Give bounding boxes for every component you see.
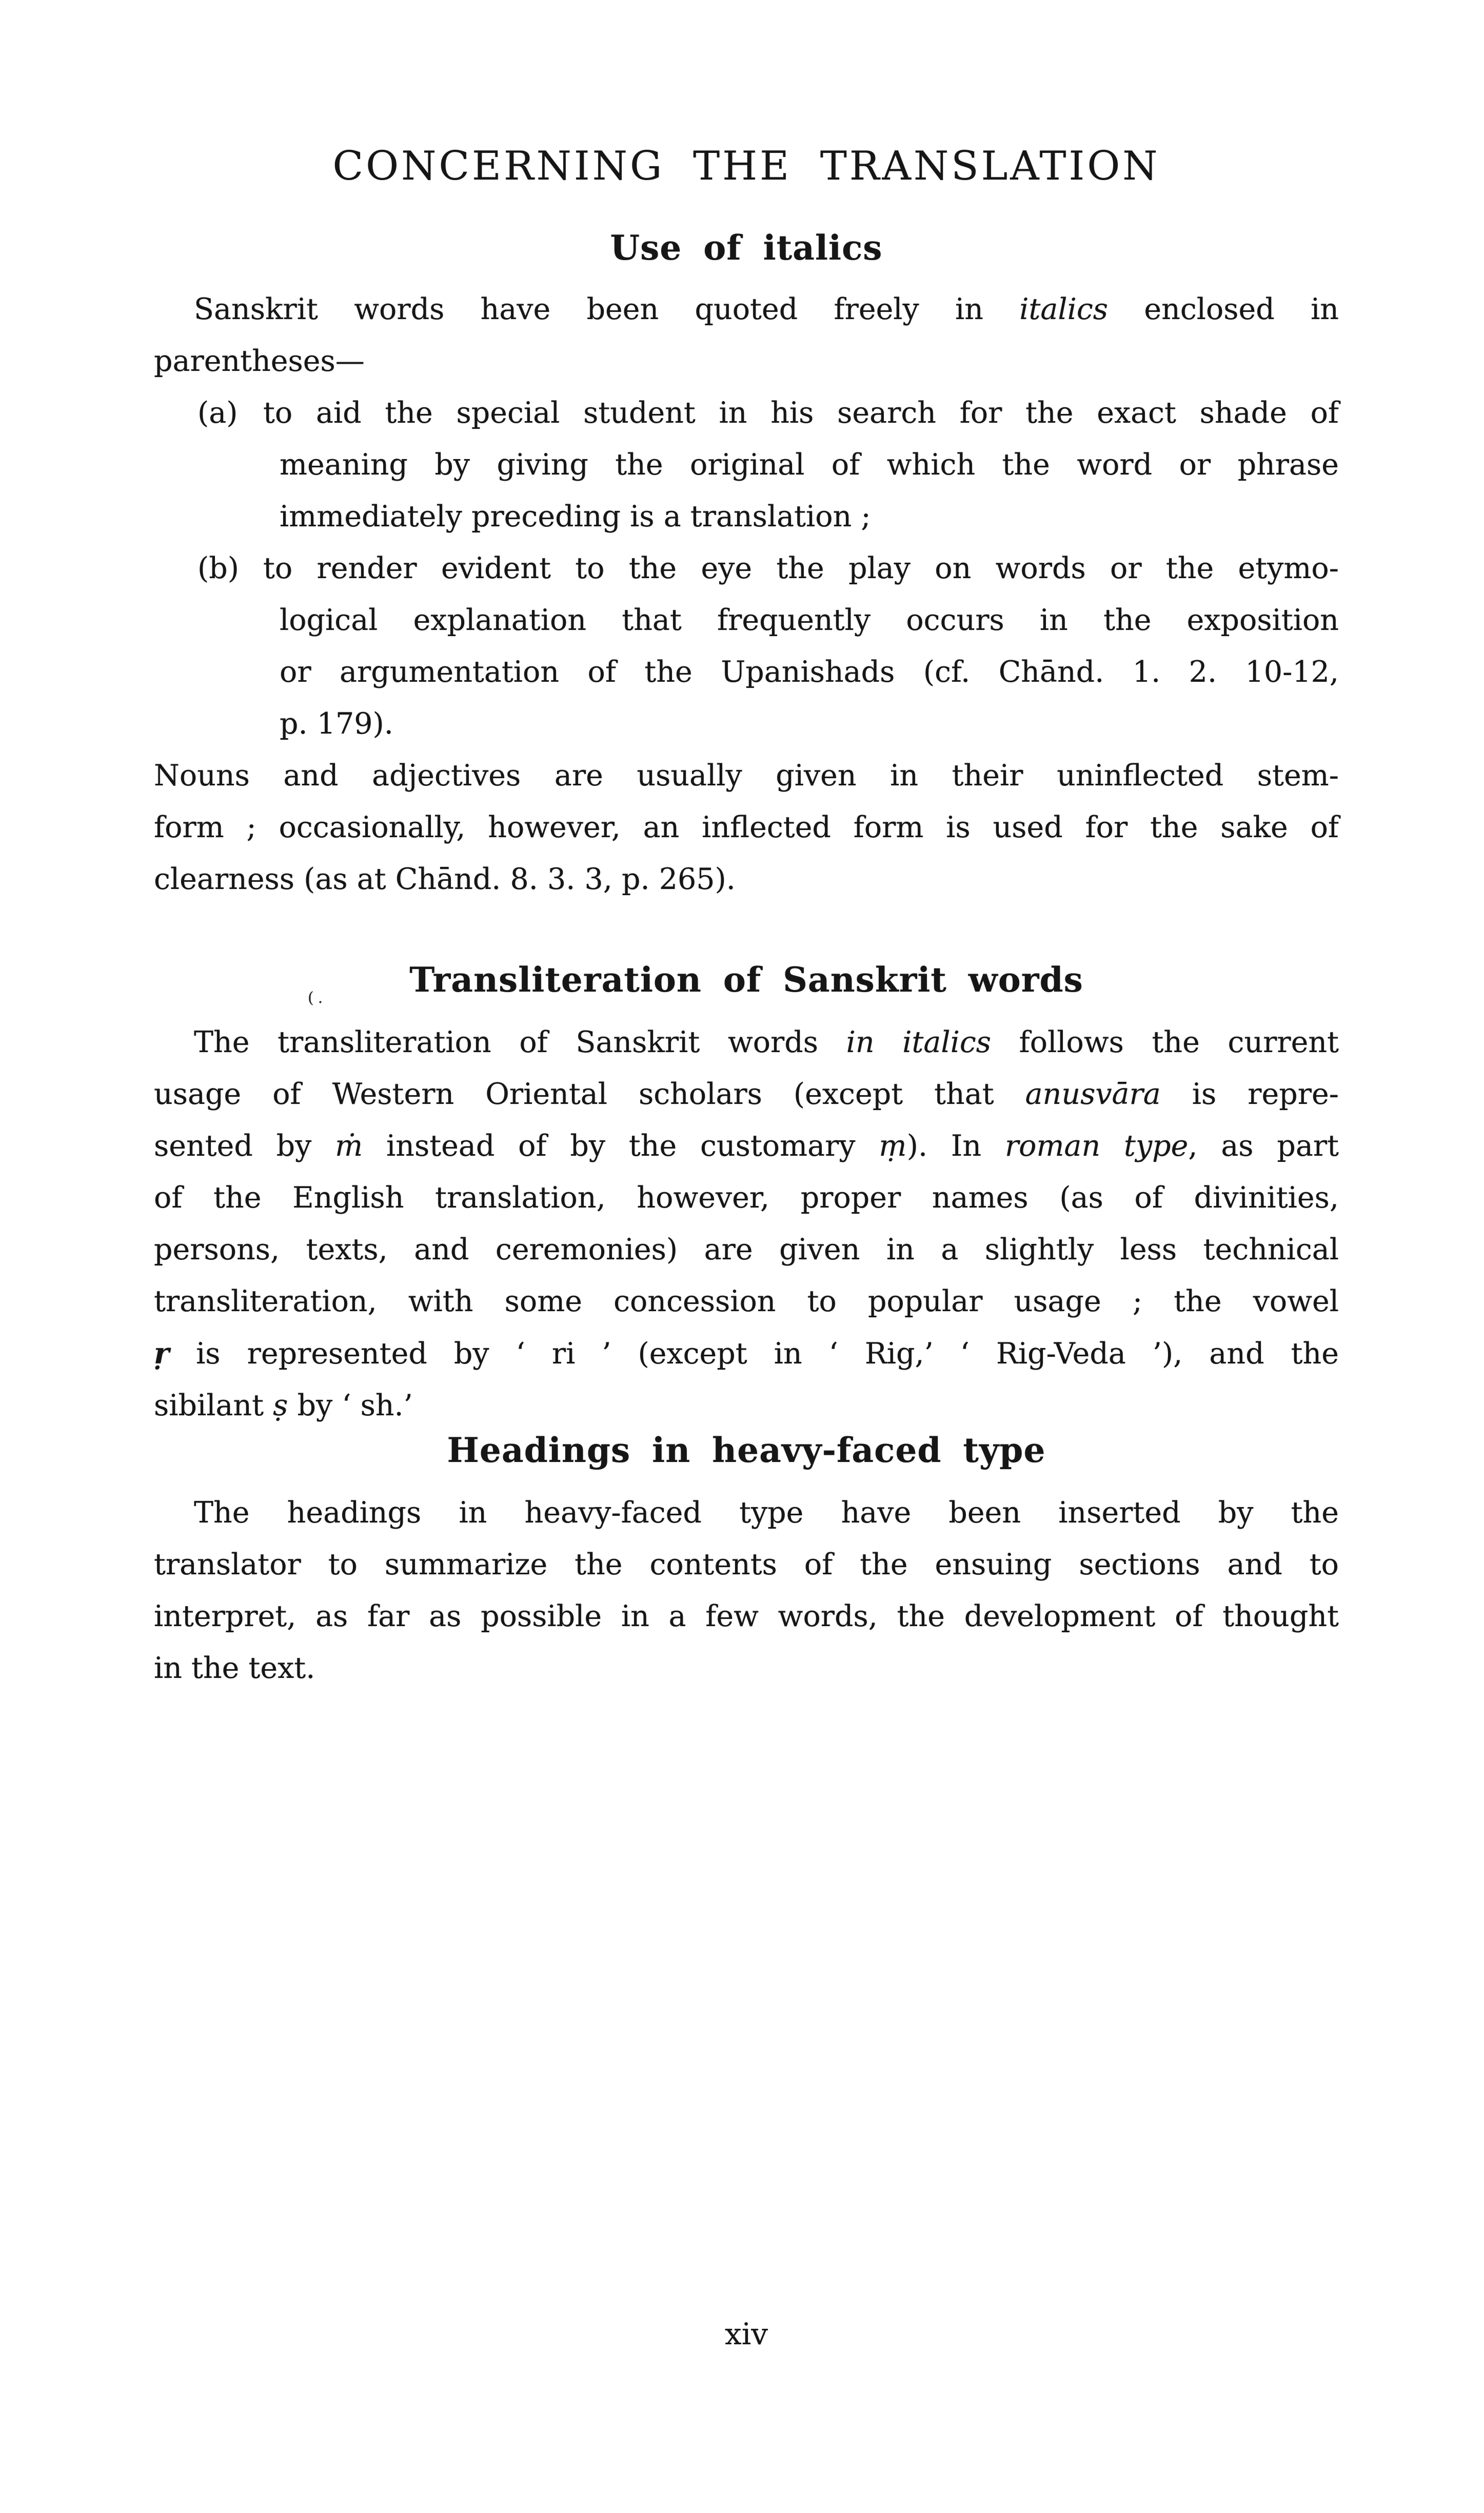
section-body: [154, 1017, 1339, 1432]
list-marker: (b): [197, 551, 239, 585]
text-segment: anusvāra: [1025, 1077, 1161, 1111]
heading-heavy-faced-type: Headings in heavy-faced type: [447, 1430, 1046, 1470]
text-segment: ). In: [906, 1129, 1005, 1163]
text-segment: in italics: [846, 1025, 992, 1059]
text-line: [154, 802, 1339, 854]
text-line: [154, 335, 1339, 387]
heading-transliteration: Transliteration of Sanskrit words: [409, 960, 1083, 1000]
text-segment: transliteration, with some concession to popular usage ; the vowel: [154, 1284, 1339, 1318]
text-segment: follows the current: [991, 1025, 1339, 1059]
section-use-of-italics: [154, 229, 1339, 905]
section-transliteration: [154, 961, 1339, 1432]
text-segment: logical explanation that frequently occurs in the exposition: [280, 603, 1339, 637]
heading-use-of-italics: Use of italics: [610, 228, 883, 268]
text-line: [154, 1487, 1339, 1539]
para-nouns-adjectives: [154, 750, 1339, 905]
section-body: [154, 1487, 1339, 1694]
text-segment: usage of Western Oriental scholars (except that: [154, 1077, 1025, 1111]
text-line: [154, 1591, 1339, 1643]
list-item-b: [154, 543, 1339, 750]
text-segment: Nouns and adjectives are usually given in their uninflected stem-: [154, 759, 1339, 793]
text-line: [154, 854, 1339, 905]
text-line: [154, 543, 1339, 595]
section-heavy-faced-type: [154, 1432, 1339, 1694]
text-segment: ṁ: [335, 1129, 363, 1163]
text-segment: translator to summarize the contents of the ensuing sections and to: [154, 1548, 1339, 1581]
text-segment: by ‘ sh.’: [288, 1389, 413, 1422]
list-marker: (a): [197, 396, 238, 430]
text-line: [154, 439, 1339, 491]
list-item-a: [154, 387, 1339, 543]
text-line: [154, 1120, 1339, 1172]
section-body: [154, 284, 1339, 905]
text-segment: parentheses—: [154, 344, 365, 378]
text-block: [154, 145, 1339, 1694]
text-segment: italics: [1019, 292, 1109, 326]
text-line: [154, 1224, 1339, 1276]
text-segment: of the English translation, however, proper names (as of divinities,: [154, 1181, 1339, 1215]
text-line: [154, 1539, 1339, 1591]
para-transliteration: [154, 1017, 1339, 1432]
text-segment: is represented by ‘ ri ’ (except in ‘ Rig,’ ‘ Rig-Veda ’), and the: [169, 1337, 1339, 1371]
text-segment: to aid the special student in his search for the exact shade of: [263, 396, 1339, 430]
text-line: [154, 284, 1339, 335]
text-line: [154, 1328, 1339, 1380]
text-segment: immediately preceding is a translation ;: [280, 500, 871, 533]
text-segment: enclosed in: [1108, 292, 1339, 326]
text-segment: The headings in heavy-faced type have been inserted by the: [194, 1496, 1339, 1530]
text-segment: interpret, as far as possible in a few words, the development of thought: [154, 1599, 1339, 1633]
text-segment: The transliteration of Sanskrit words: [194, 1025, 846, 1059]
text-line: [154, 1643, 1339, 1694]
text-segment: ṛ: [154, 1336, 170, 1371]
text-line: [154, 750, 1339, 802]
page-number: xiv: [724, 2317, 768, 2351]
para-italics-intro: [154, 284, 1339, 387]
text-line: [154, 1380, 1339, 1432]
text-segment: p. 179).: [280, 707, 393, 741]
text-line: [154, 595, 1339, 646]
text-line: [154, 1068, 1339, 1120]
text-line: [154, 1017, 1339, 1068]
text-segment: is repre-: [1160, 1077, 1339, 1111]
text-segment: or argumentation of the Upanishads (cf. Chānd. 1. 2. 10-12,: [280, 655, 1339, 689]
text-line: [154, 1276, 1339, 1328]
text-segment: to render evident to the eye the play on words or the etymo-: [263, 551, 1339, 585]
text-segment: sibilant: [154, 1389, 273, 1422]
text-line: [154, 1172, 1339, 1224]
text-line: [154, 491, 1339, 543]
text-segment: instead of by the customary: [363, 1129, 879, 1163]
text-segment: Sanskrit words have been quoted freely in: [194, 292, 1020, 326]
text-line: [154, 698, 1339, 750]
text-segment: roman type: [1004, 1129, 1189, 1163]
text-segment: form ; occasionally, however, an inflected form is used for the sake of: [154, 810, 1339, 844]
text-segment: in the text.: [154, 1651, 315, 1685]
para-headings-purpose: [154, 1487, 1339, 1694]
text-segment: clearness (as at Chānd. 8. 3. 3, p. 265).: [154, 862, 736, 896]
page-title: CONCERNING THE TRANSLATION: [332, 143, 1160, 189]
text-segment: ṃ: [879, 1129, 907, 1163]
text-line: [154, 646, 1339, 698]
text-segment: , as part: [1188, 1129, 1339, 1163]
text-segment: ṣ: [273, 1389, 288, 1422]
print-artifact: (.: [308, 989, 327, 1007]
text-segment: persons, texts, and ceremonies) are given in a slightly less technical: [154, 1233, 1339, 1267]
text-line: [154, 387, 1339, 439]
text-segment: sented by: [154, 1129, 335, 1163]
text-segment: meaning by giving the original of which the word or phrase: [280, 448, 1339, 482]
